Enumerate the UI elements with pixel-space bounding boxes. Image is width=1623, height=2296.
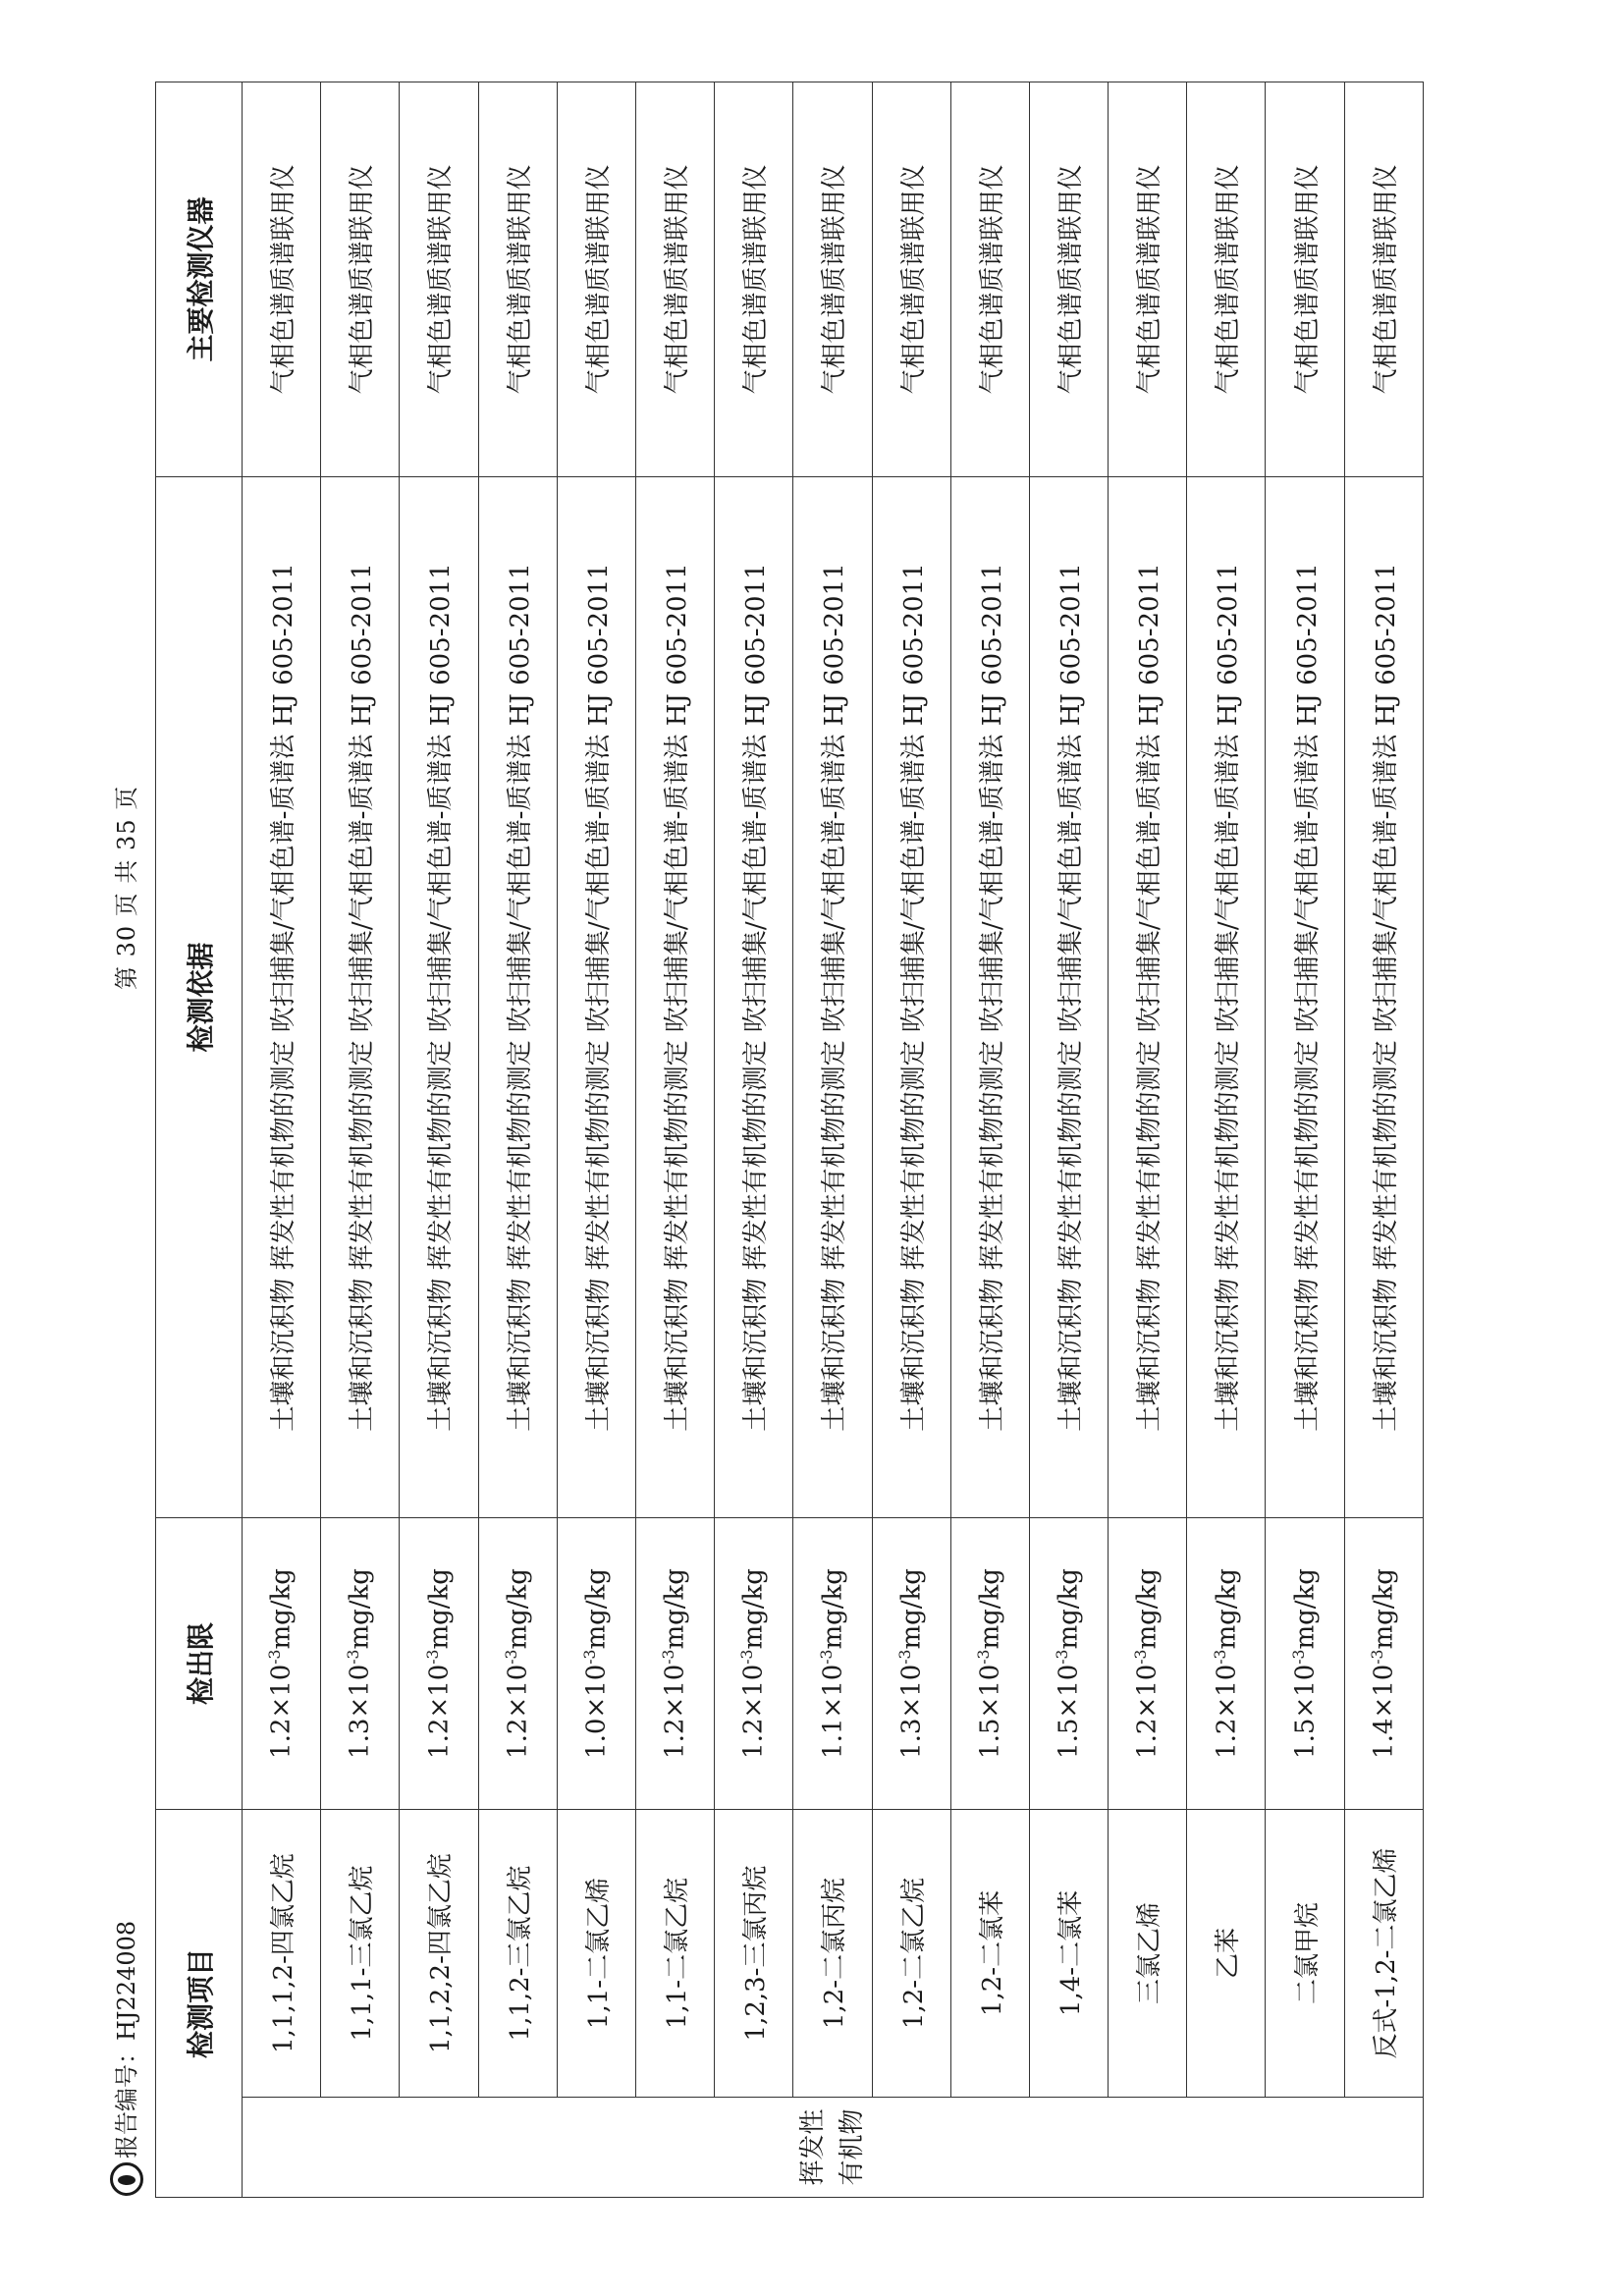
- item-name: 反式-1,2-二氯乙烯: [1344, 1809, 1423, 2097]
- table-row: [715, 82, 793, 2197]
- method-basis: 土壤和沉积物 挥发性有机物的测定 吹扫捕集/气相色谱-质谱法 HJ 605-2011: [715, 476, 793, 1517]
- item-name: 1,2-二氯乙烷: [872, 1809, 950, 2097]
- limit-exponent: -3: [502, 1649, 520, 1665]
- method-basis: 土壤和沉积物 挥发性有机物的测定 吹扫捕集/气相色谱-质谱法 HJ 605-2011: [243, 476, 321, 1517]
- instrument: 气相色谱质谱联用仪: [1344, 82, 1423, 476]
- instrument: 气相色谱质谱联用仪: [635, 82, 714, 476]
- limit-unit: mg/kg: [739, 1568, 770, 1650]
- limit-exponent: -3: [660, 1649, 678, 1665]
- limit-base: 1.5×10: [1290, 1664, 1321, 1759]
- category-cell: 挥发性有机物: [243, 2098, 1424, 2198]
- table-row: [321, 82, 400, 2197]
- limit-unit: mg/kg: [1054, 1568, 1084, 1650]
- header-item: 检测项目: [156, 1809, 243, 2197]
- table-row: [872, 82, 950, 2197]
- detection-limit: [1344, 1517, 1423, 1809]
- method-basis: 土壤和沉积物 挥发性有机物的测定 吹扫捕集/气相色谱-质谱法 HJ 605-2011: [793, 476, 872, 1517]
- item-name: 乙苯: [1187, 1809, 1266, 2097]
- method-basis: 土壤和沉积物 挥发性有机物的测定 吹扫捕集/气相色谱-质谱法 HJ 605-2011: [321, 476, 400, 1517]
- table-row: [1029, 82, 1108, 2197]
- instrument: 气相色谱质谱联用仪: [715, 82, 793, 476]
- limit-unit: mg/kg: [266, 1568, 297, 1650]
- method-basis: 土壤和沉积物 挥发性有机物的测定 吹扫捕集/气相色谱-质谱法 HJ 605-2011: [872, 476, 950, 1517]
- limit-base: 1.2×10: [503, 1664, 533, 1759]
- limit-exponent: -3: [266, 1649, 285, 1665]
- limit-exponent: -3: [1132, 1649, 1151, 1665]
- item-name: 1,2-二氯丙烷: [793, 1809, 872, 2097]
- detection-limit: [1187, 1517, 1266, 1809]
- item-name: 1,1-二氯乙烯: [557, 1809, 635, 2097]
- limit-unit: mg/kg: [660, 1568, 690, 1650]
- header-instrument: 主要检测仪器: [156, 82, 243, 476]
- item-name: 1,1,1-三氯乙烷: [321, 1809, 400, 2097]
- method-basis: 土壤和沉积物 挥发性有机物的测定 吹扫捕集/气相色谱-质谱法 HJ 605-2011: [1109, 476, 1187, 1517]
- item-name: 二氯甲烷: [1266, 1809, 1344, 2097]
- item-name: 1,1,2,2-四氯乙烷: [400, 1809, 478, 2097]
- method-basis: 土壤和沉积物 挥发性有机物的测定 吹扫捕集/气相色谱-质谱法 HJ 605-2011: [1187, 476, 1266, 1517]
- limit-base: 1.2×10: [424, 1664, 455, 1759]
- limit-unit: mg/kg: [1369, 1568, 1399, 1650]
- item-name: 1,1,1,2-四氯乙烷: [243, 1809, 321, 2097]
- table-row: [400, 82, 478, 2197]
- limit-base: 1.3×10: [346, 1664, 376, 1759]
- detection-limit: [243, 1517, 321, 1809]
- method-basis: 土壤和沉积物 挥发性有机物的测定 吹扫捕集/气相色谱-质谱法 HJ 605-2011: [1029, 476, 1108, 1517]
- method-basis: 土壤和沉积物 挥发性有机物的测定 吹扫捕集/气相色谱-质谱法 HJ 605-2011: [950, 476, 1029, 1517]
- limit-unit: mg/kg: [1290, 1568, 1321, 1650]
- limit-unit: mg/kg: [424, 1568, 455, 1650]
- item-name: 1,1,2-三氯乙烷: [478, 1809, 557, 2097]
- limit-base: 1.2×10: [739, 1664, 770, 1759]
- limit-base: 1.3×10: [896, 1664, 927, 1759]
- limit-exponent: -3: [1054, 1649, 1072, 1665]
- table-row: [635, 82, 714, 2197]
- method-basis: 土壤和沉积物 挥发性有机物的测定 吹扫捕集/气相色谱-质谱法 HJ 605-2011: [1344, 476, 1423, 1517]
- limit-exponent: -3: [1211, 1649, 1229, 1665]
- limit-exponent: -3: [345, 1649, 363, 1665]
- instrument: 气相色谱质谱联用仪: [321, 82, 400, 476]
- limit-unit: mg/kg: [1212, 1568, 1242, 1650]
- method-basis: 土壤和沉积物 挥发性有机物的测定 吹扫捕集/气相色谱-质谱法 HJ 605-2011: [557, 476, 635, 1517]
- limit-unit: mg/kg: [975, 1568, 1005, 1650]
- header-basis: 检测依据: [156, 476, 243, 1517]
- instrument: 气相色谱质谱联用仪: [1266, 82, 1344, 476]
- instrument: 气相色谱质谱联用仪: [1029, 82, 1108, 476]
- limit-base: 1.5×10: [1054, 1664, 1084, 1759]
- page-info: 第 30 页 共 35 页: [113, 785, 140, 990]
- instrument: 气相色谱质谱联用仪: [950, 82, 1029, 476]
- detection-limit: [1029, 1517, 1108, 1809]
- instrument: 气相色谱质谱联用仪: [243, 82, 321, 476]
- detection-limit: [872, 1517, 950, 1809]
- detection-limit: [1266, 1517, 1344, 1809]
- item-name: 1,4-二氯苯: [1029, 1809, 1108, 2097]
- limit-exponent: -3: [974, 1649, 993, 1665]
- detection-limit: [793, 1517, 872, 1809]
- limit-exponent: -3: [817, 1649, 836, 1665]
- table-row: [478, 82, 557, 2197]
- table-row: [1187, 82, 1266, 2197]
- instrument: 气相色谱质谱联用仪: [557, 82, 635, 476]
- table-row: [1344, 82, 1423, 2197]
- detection-limit: [635, 1517, 714, 1809]
- detection-limit: [478, 1517, 557, 1809]
- item-name: 1,2-二氯苯: [950, 1809, 1029, 2097]
- item-name: 1,1-二氯乙烷: [635, 1809, 714, 2097]
- limit-unit: mg/kg: [896, 1568, 927, 1650]
- limit-unit: mg/kg: [581, 1568, 612, 1650]
- limit-base: 1.1×10: [818, 1664, 848, 1759]
- detection-limit: [950, 1517, 1029, 1809]
- detection-limit: [715, 1517, 793, 1809]
- limit-unit: mg/kg: [346, 1568, 376, 1650]
- table-row: [950, 82, 1029, 2197]
- detection-method-table: [155, 82, 1424, 2198]
- detection-limit: [400, 1517, 478, 1809]
- table-header-row: [156, 82, 243, 2197]
- method-basis: 土壤和沉积物 挥发性有机物的测定 吹扫捕集/气相色谱-质谱法 HJ 605-2011: [478, 476, 557, 1517]
- limit-base: 1.2×10: [1212, 1664, 1242, 1759]
- limit-unit: mg/kg: [818, 1568, 848, 1650]
- instrument: 气相色谱质谱联用仪: [872, 82, 950, 476]
- detection-limit: [557, 1517, 635, 1809]
- limit-exponent: -3: [581, 1649, 600, 1665]
- instrument: 气相色谱质谱联用仪: [1109, 82, 1187, 476]
- report-number: 报告编号：HJ224008: [113, 1920, 140, 2159]
- limit-exponent: -3: [1289, 1649, 1308, 1665]
- instrument: 气相色谱质谱联用仪: [1187, 82, 1266, 476]
- table-row: [1109, 82, 1187, 2197]
- item-name: 1,2,3-三氯丙烷: [715, 1809, 793, 2097]
- limit-base: 1.5×10: [975, 1664, 1005, 1759]
- limit-unit: mg/kg: [1132, 1568, 1163, 1650]
- item-name: 三氯乙烯: [1109, 1809, 1187, 2097]
- table-row: [243, 82, 321, 2197]
- instrument: 气相色谱质谱联用仪: [793, 82, 872, 476]
- method-basis: 土壤和沉积物 挥发性有机物的测定 吹扫捕集/气相色谱-质谱法 HJ 605-2011: [400, 476, 478, 1517]
- detection-limit: [321, 1517, 400, 1809]
- limit-base: 1.2×10: [1132, 1664, 1163, 1759]
- limit-exponent: -3: [895, 1649, 914, 1665]
- limit-exponent: -3: [423, 1649, 442, 1665]
- table-row: [793, 82, 872, 2197]
- company-logo-icon: [110, 2162, 143, 2196]
- limit-unit: mg/kg: [503, 1568, 533, 1650]
- limit-exponent: -3: [738, 1649, 757, 1665]
- limit-base: 1.4×10: [1369, 1664, 1399, 1759]
- limit-base: 1.2×10: [660, 1664, 690, 1759]
- table-row: [557, 82, 635, 2197]
- limit-base: 1.2×10: [266, 1664, 297, 1759]
- table-row: [1266, 82, 1344, 2197]
- instrument: 气相色谱质谱联用仪: [400, 82, 478, 476]
- method-basis: 土壤和沉积物 挥发性有机物的测定 吹扫捕集/气相色谱-质谱法 HJ 605-2011: [635, 476, 714, 1517]
- limit-exponent: -3: [1368, 1649, 1386, 1665]
- limit-base: 1.0×10: [581, 1664, 612, 1759]
- detection-limit: [1109, 1517, 1187, 1809]
- header-limit: 检出限: [156, 1517, 243, 1809]
- method-basis: 土壤和沉积物 挥发性有机物的测定 吹扫捕集/气相色谱-质谱法 HJ 605-2011: [1266, 476, 1344, 1517]
- instrument: 气相色谱质谱联用仪: [478, 82, 557, 476]
